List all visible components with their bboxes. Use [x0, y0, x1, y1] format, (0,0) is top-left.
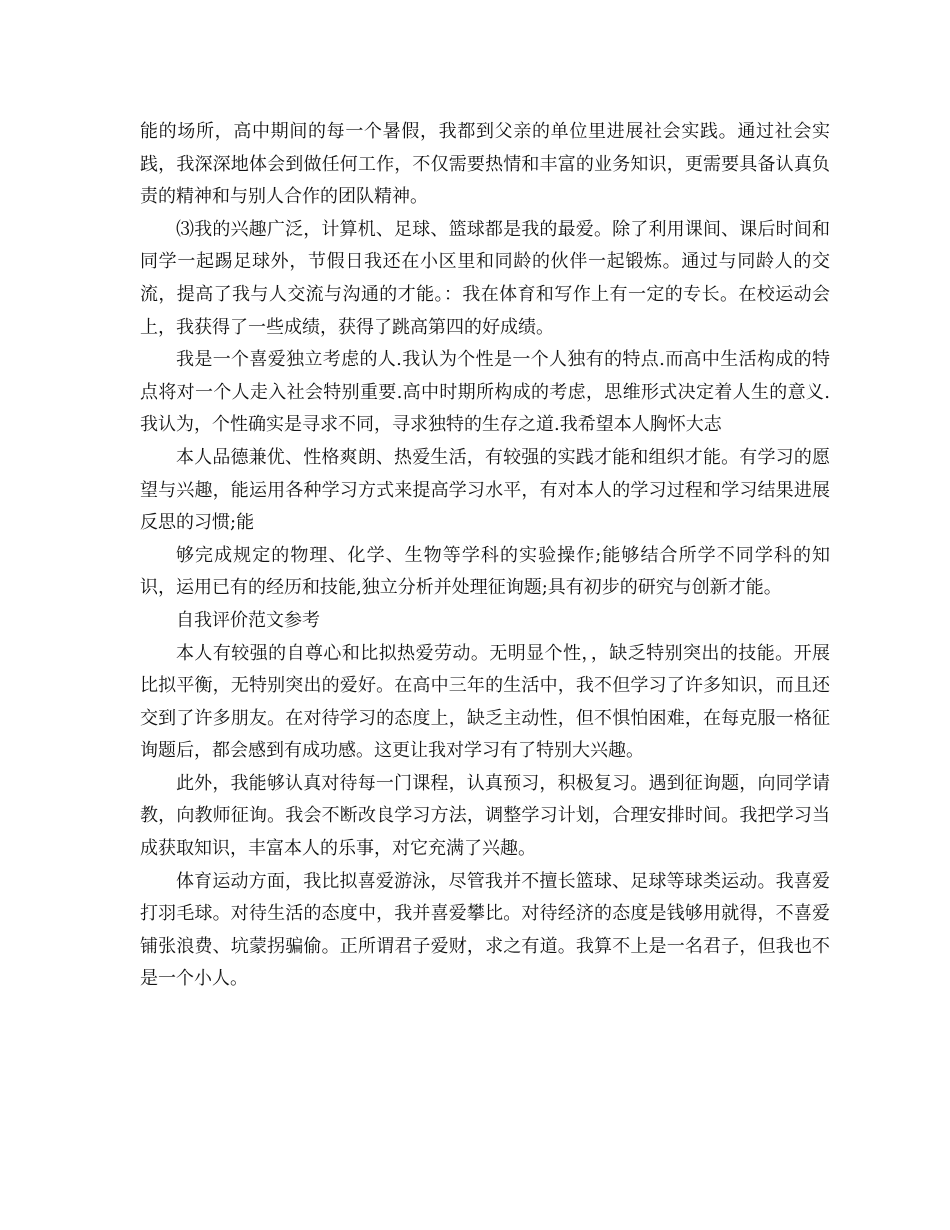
- paragraph-1: 能的场所，高中期间的每一个暑假，我都到父亲的单位里进展社会实践。通过社会实践，我深深地体会到做任何工作，不仅需要热情和丰富的业务知识，更需要具备认真负责的精神和与别人合作的团队精神。: [140, 121, 830, 208]
- paragraph-5: 够完成规定的物理、化学、生物等学科的实验操作;能够结合所学不同学科的知识，运用已有的经历和技能,独立分析并处理征询题;具有初步的研究与创新才能。: [140, 544, 830, 599]
- paragraph-2: ⑶我的兴趣广泛，计算机、足球、篮球都是我的最爱。除了利用课间、课后时间和同学一起踢足球外，节假日我还在小区里和同龄的伙伴一起锻炼。通过与同龄人的交流，提高了我与人交流与沟通的才能。：我在体育和写作上有一定的专长。在校运动会上，我获得了一些成绩，获得了跳高第四的好成绩。: [140, 218, 830, 338]
- paragraph-3: 我是一个喜爱独立考虑的人.我认为个性是一个人独有的特点.而高中生活构成的特点将对一个人走入社会特别重要.高中时期所构成的考虑，思维形式决定着人生的意义.我认为，个性确实是寻求不同，寻求独特的生存之道.我希望本人胸怀大志: [140, 349, 830, 436]
- section-heading: 自我评价范文参考: [176, 609, 320, 631]
- paragraph-4: 本人品德兼优、性格爽朗、热爱生活，有较强的实践才能和组织才能。有学习的愿望与兴趣，能运用各种学习方式来提高学习水平，有对本人的学习过程和学习结果进展反思的习惯;能: [140, 446, 830, 534]
- paragraph-7: 本人有较强的自尊心和比拟热爱劳动。无明显个性，，缺乏特别突出的技能。开展比拟平衡，无特别突出的爱好。在高中三年的生活中，我不但学习了许多知识，而且还交到了许多朋友。在对待学习的态度上，缺乏主动性，但不惧怕困难，在每克服一格征询题后，都会感到有成功感。这更让我对学习有了特别大兴趣。: [140, 642, 830, 762]
- paragraph-9: 体育运动方面，我比拟喜爱游泳，尽管我并不擅长篮球、足球等球类运动。我喜爱打羽毛球。对待生活的态度中，我并喜爱攀比。对待经济的态度是钱够用就得，不喜爱铺张浪费、坑蒙拐骗偷。正所谓君子爱财，求之有道。我算不上是一名君子，但我也不是一个小人。: [140, 870, 830, 990]
- document-page: [140, 116, 830, 996]
- paragraph-8: 此外，我能够认真对待每一门课程，认真预习，积极复习。遇到征询题，向同学请教，向教师征询。我会不断改良学习方法，调整学习计划，合理安排时间。我把学习当成获取知识，丰富本人的乐事，对它充满了兴趣。: [140, 772, 830, 860]
